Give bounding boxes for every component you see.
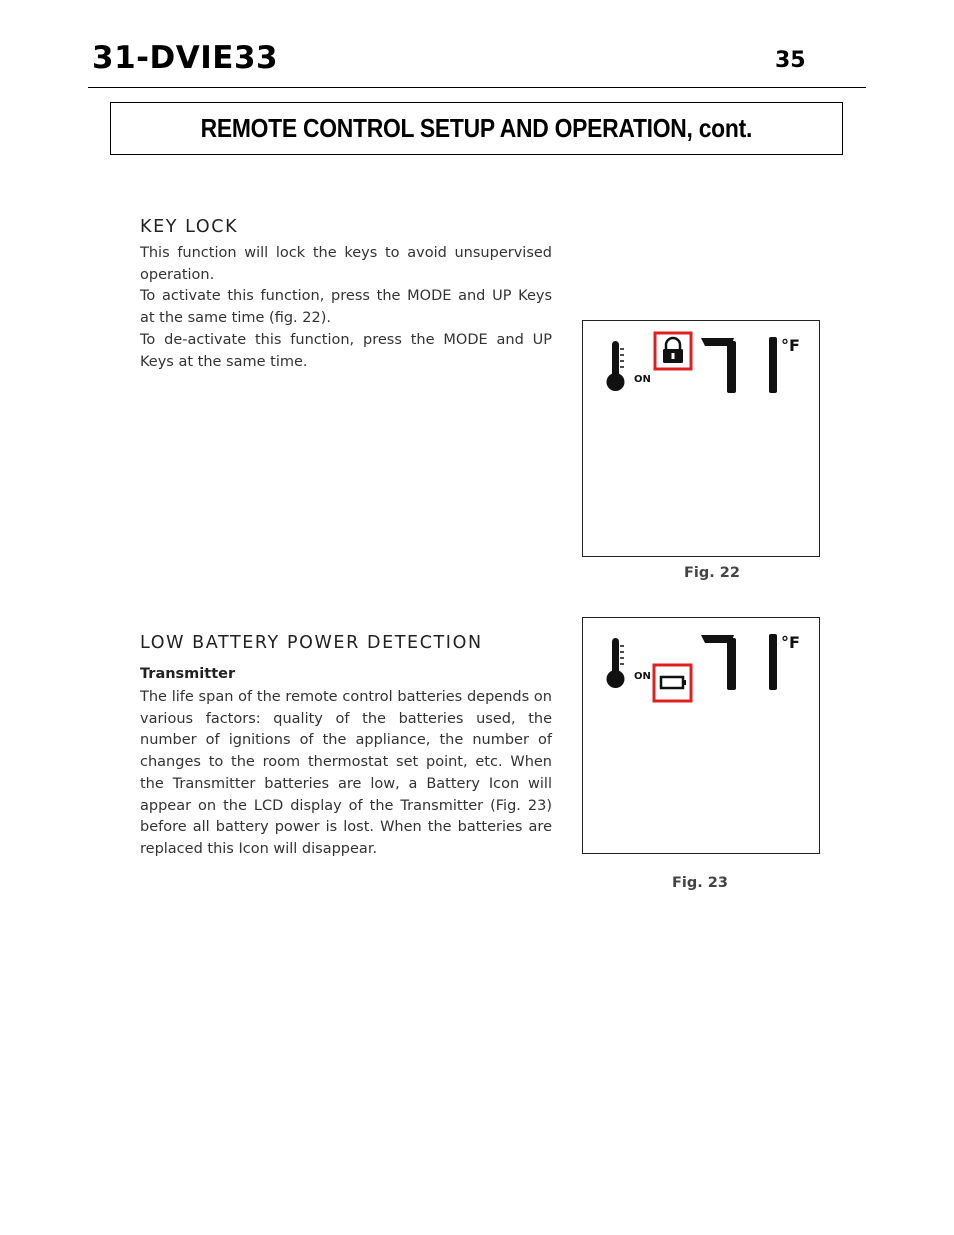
lcd-display-22 xyxy=(583,321,819,556)
figure-22-caption: Fig. 22 xyxy=(684,565,740,581)
battery-icon xyxy=(661,677,686,688)
digit-one xyxy=(769,634,777,690)
transmitter-subheading: Transmitter xyxy=(140,666,236,682)
thermometer-icon xyxy=(607,341,625,391)
low-battery-text xyxy=(140,687,552,861)
key-lock-paragraph: To de-activate this function, press the MODE and UP Keys at the same time. xyxy=(140,331,552,370)
digit-seven xyxy=(701,635,736,690)
digit-one xyxy=(769,337,777,393)
figure-23-lcd xyxy=(582,617,820,854)
header-rule xyxy=(88,87,866,88)
section-title: REMOTE CONTROL SETUP AND OPERATION, cont. xyxy=(200,113,753,143)
model-number: 31-DVIE33 xyxy=(92,40,279,76)
digit-seven xyxy=(701,338,736,393)
on-label: ON xyxy=(634,671,651,682)
key-lock-paragraph: This function will lock the keys to avoid unsupervised operation. xyxy=(140,245,552,283)
low-battery-heading: LOW BATTERY POWER DETECTION xyxy=(140,633,483,653)
figure-23-caption: Fig. 23 xyxy=(672,875,728,891)
lock-icon xyxy=(663,338,683,363)
lcd-display-23 xyxy=(583,618,819,853)
key-lock-text xyxy=(140,243,552,373)
unit-label: °F xyxy=(781,633,800,652)
unit-label: °F xyxy=(781,336,800,355)
on-label: ON xyxy=(634,374,651,385)
thermometer-icon xyxy=(607,638,625,688)
low-battery-paragraph: The life span of the remote control batteries depends on various factors: quality of the batteries used, the number of ignitions of the appliance, the number of changes to the room thermostat set point, etc. When the Transmitter batteries are low, a Battery Icon will appear on the LCD display of the Transmitter (Fig. 23) before all battery power is lost. When the batteries are replaced this Icon will disappear. xyxy=(140,689,552,857)
key-lock-heading: KEY LOCK xyxy=(140,217,239,237)
key-lock-paragraph: To activate this function, press the MODE and UP Keys at the same time (fig. 22). xyxy=(140,288,552,327)
section-banner xyxy=(110,102,843,155)
figure-22-lcd xyxy=(582,320,820,557)
page-number: 35 xyxy=(775,48,806,73)
